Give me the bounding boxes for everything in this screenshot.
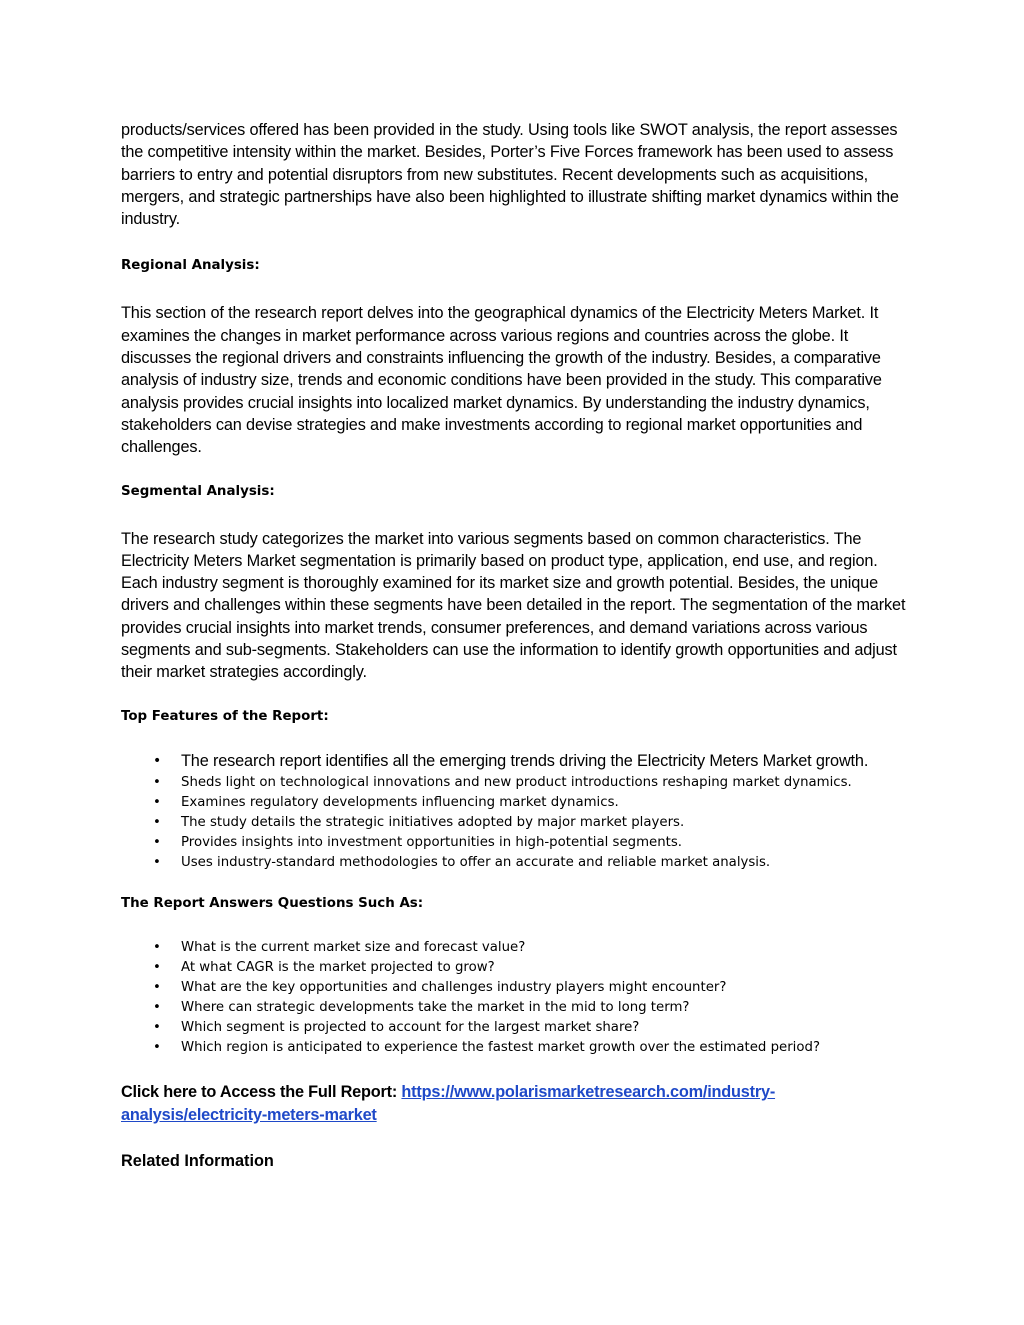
list-item [121,1038,911,1058]
segmental-analysis-heading: Segmental Analysis: [121,483,275,499]
bullet-icon: • [153,1040,161,1056]
regional-analysis-paragraph: This section of the research report delves into the geographical dynamics of the Electricity Meters Market. It examines the changes in market performance across various regions and countries across the globe. It discusses the regional drivers and constraints influencing the growth of the industry. Besides, a comparative analysis of industry size, trends and economic conditions have been provided in the study. This comparative analysis provides crucial insights into localized market dynamics. By understanding the industry dynamics, stakeholders can devise strategies and make investments according to regional market opportunities and challenges. [121,304,882,457]
bullet-icon: • [153,940,161,956]
regional-analysis-heading: Regional Analysis: [121,258,260,274]
related-information-heading: Related Information [121,1152,274,1171]
bullet-icon: • [153,835,161,851]
full-report-link-line2: analysis/electricity-meters-market [121,1105,377,1124]
list-item [121,998,911,1018]
list-item-text: Uses industry-standard methodologies to offer an accurate and reliable market analysis. [181,855,771,871]
full-report-link-line1: https://www.polarismarketresearch.com/industry- [401,1083,776,1102]
bullet-icon: • [153,980,161,996]
list-item [121,1018,911,1038]
list-item-text: At what CAGR is the market projected to grow? [181,960,495,976]
bullet-icon: • [153,752,162,769]
report-questions-heading: The Report Answers Questions Such As: [121,896,424,912]
list-item [121,853,911,873]
list-item [121,978,911,998]
segmental-analysis-paragraph: The research study categorizes the market into various segments based on common characteristics. The Electricity Meters Market segmentation is primarily based on product type, application, end use, and region. Each industry segment is thoroughly examined for its market size and growth potential. Besides, the unique drivers and challenges within these segments have been detailed in the report. The segmentation of the market provides crucial insights into market trends, consumer preferences, and demand variations across various segments and sub-segments. Stakeholders can use the information to identify growth opportunities and adjust their market strategies accordingly. [121,529,906,682]
list-item [121,793,911,813]
bullet-icon: • [153,815,161,831]
list-item [121,958,911,978]
list-item-text: What are the key opportunities and challenges industry players might encounter? [181,980,727,996]
list-item-text: The research report identifies all the emerging trends driving the Electricity Meters Market growth. [181,751,869,770]
list-item [121,750,911,773]
bullet-icon: • [153,795,161,811]
list-item [121,773,911,793]
list-item-text: Which segment is projected to account for the largest market share? [181,1020,640,1036]
list-item [121,813,911,833]
list-item-text: Examines regulatory developments influencing market dynamics. [181,795,619,811]
full-report-label: Click here to Access the Full Report: [121,1083,398,1102]
top-features-heading: Top Features of the Report: [121,708,329,724]
list-item-text: Sheds light on technological innovations and new product introductions reshaping market dynamics. [181,775,852,791]
bullet-icon: • [153,775,161,791]
document-page [121,119,911,1172]
list-item-text: Provides insights into investment opportunities in high-potential segments. [181,835,683,851]
questions-list [121,938,911,1058]
list-item-text: What is the current market size and forecast value? [181,940,526,956]
bullet-icon: • [153,960,161,976]
intro-paragraph: products/services offered has been provided in the study. Using tools like SWOT analysis, the report assesses the competitive intensity within the market. Besides, Porter’s Five Forces framework has been used to assess barriers to entry and potential disruptors from new substitutes. Recent developments such as acquisitions, mergers, and strategic partnerships have also been highlighted to illustrate shifting market dynamics within the industry. [121,121,899,229]
bullet-icon: • [153,1020,161,1036]
list-item-text: Which region is anticipated to experience the fastest market growth over the estimated period? [181,1040,820,1056]
list-item [121,938,911,958]
list-item-text: The study details the strategic initiatives adopted by major market players. [181,815,685,831]
list-item-text: Where can strategic developments take the market in the mid to long term? [181,1000,690,1016]
features-list [121,750,911,874]
list-item [121,833,911,853]
bullet-icon: • [153,855,161,871]
full-report-callout [121,1081,911,1126]
bullet-icon: • [153,1000,161,1016]
